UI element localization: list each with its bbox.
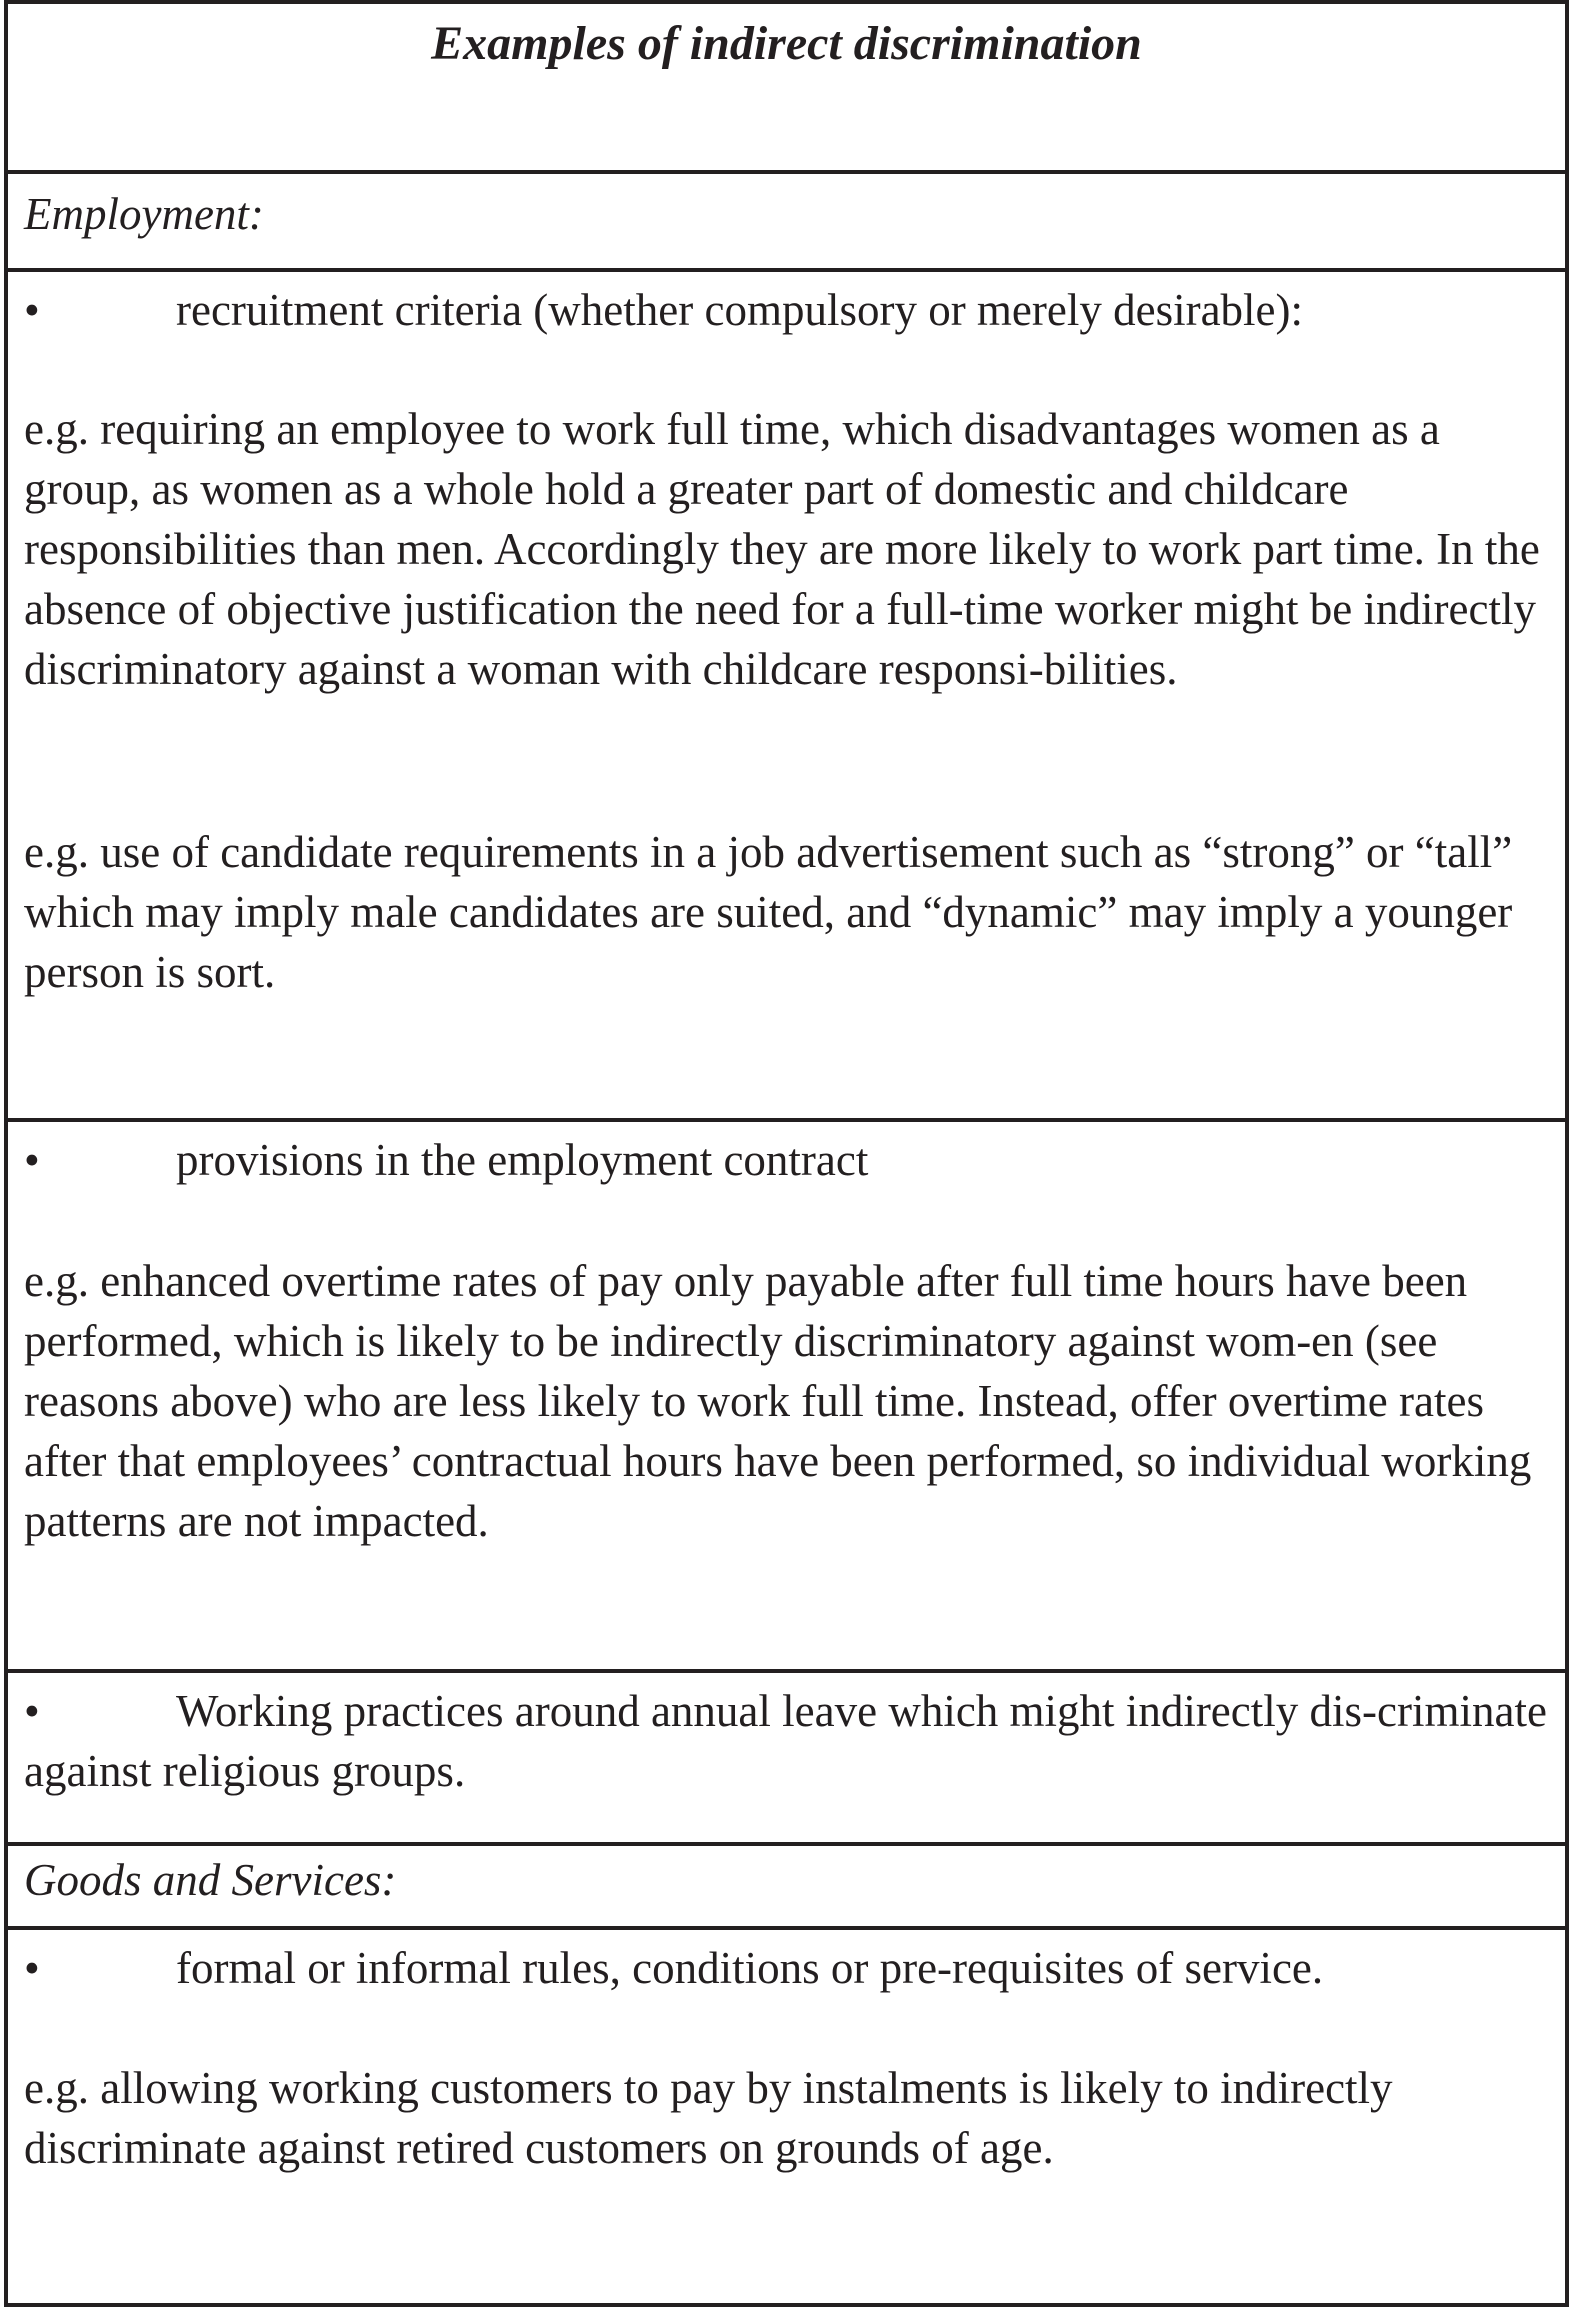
row-divider xyxy=(8,268,1565,272)
row-divider xyxy=(8,1669,1565,1673)
list-item-recruitment xyxy=(24,280,1549,340)
list-item-service-rules xyxy=(24,1938,1549,1998)
bullet-icon: • xyxy=(24,1686,40,1736)
bullet-icon: • xyxy=(24,1135,40,1185)
section-heading-goods-services: Goods and Services: xyxy=(24,1855,397,1905)
list-item-employment-contract xyxy=(24,1130,1549,1190)
list-item-label: recruitment criteria (whether compulsory or merely desirable): xyxy=(176,285,1304,335)
row-divider xyxy=(8,1118,1565,1122)
list-item-label: Working practices around annual leave which might indirectly dis-criminate against religious groups. xyxy=(24,1686,1547,1796)
list-item-annual-leave xyxy=(24,1681,1549,1801)
row-divider xyxy=(8,1926,1565,1930)
bullet-icon: • xyxy=(24,285,40,335)
bullet-icon: • xyxy=(24,1943,40,1993)
indirect-discrimination-table xyxy=(4,0,1569,2307)
list-item-label: formal or informal rules, conditions or pre-requisites of service. xyxy=(176,1943,1324,1993)
section-heading-employment: Employment: xyxy=(24,189,264,239)
list-item-label: provisions in the employment contract xyxy=(176,1135,869,1185)
row-divider xyxy=(8,1842,1565,1846)
example-paragraph: e.g. requiring an employee to work full time, which disadvantages women as a group, as women as a whole hold a greater part of domestic and childcare responsibilities than men. Accordingly they are more likely to work part time. In the absence of objective justification the need for a full-time worker might be indirectly discriminatory against a woman with childcare responsi-bilities. xyxy=(24,404,1540,694)
example-paragraph: e.g. allowing working customers to pay by instalments is likely to indirectly discriminate against retired customers on grounds of age. xyxy=(24,2063,1393,2173)
example-paragraph: e.g. enhanced overtime rates of pay only payable after full time hours have been performed, which is likely to be indirectly discriminatory against wom-en (see reasons above) who are less likely to work full time. Instead, offer overtime rates after that employees’ contractual hours have been performed, so individual working patterns are not impacted. xyxy=(24,1256,1532,1546)
example-paragraph: e.g. use of candidate requirements in a job advertisement such as “strong” or “tall” which may imply male candidates are suited, and “dynamic” may imply a younger person is sort. xyxy=(24,827,1513,997)
row-divider xyxy=(8,170,1565,174)
table-title: Examples of indirect discrimination xyxy=(431,17,1142,70)
